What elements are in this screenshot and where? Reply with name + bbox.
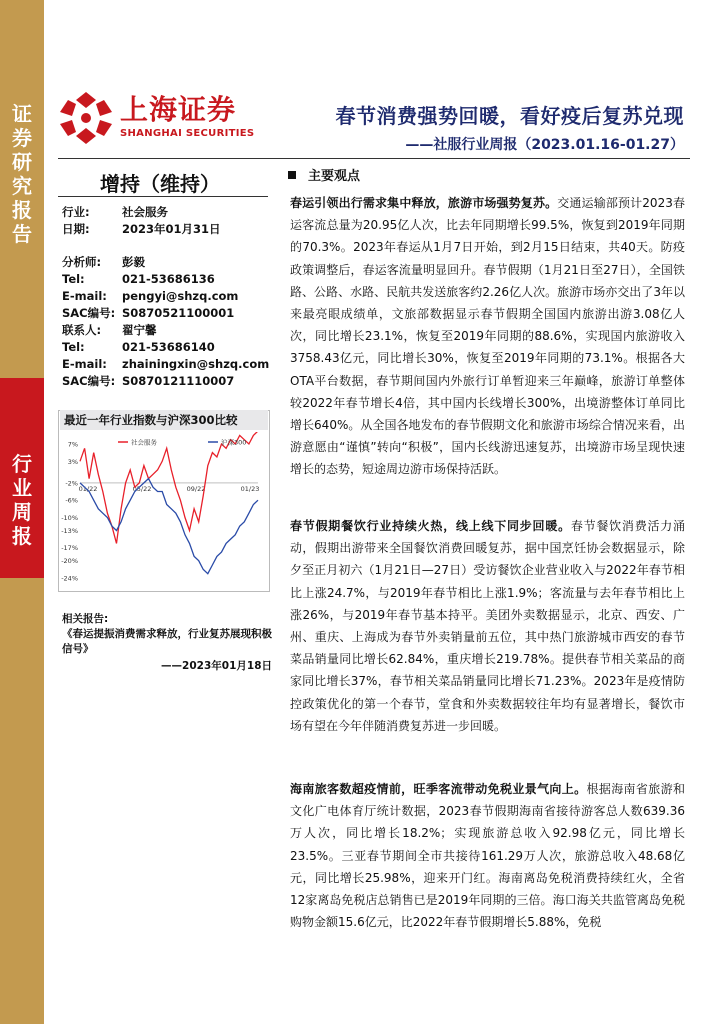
- contact-tel-label: Tel:: [62, 340, 85, 354]
- paragraph-hainan: [290, 778, 685, 933]
- y-tick-label: -20%: [61, 557, 78, 566]
- paragraph-tourism-lead: 春运引领出行需求集中释放，旅游市场强势复苏。: [290, 196, 558, 210]
- paragraph-catering-body: 春节餐饮消费活力涌动，假期出游带来全国餐饮消费回暖复苏，据中国烹饪协会数据显示，除夕至正月初六（1月21日—27日）受访餐饮企业营业收入与2022年春节相比上涨24.7%，与2019年春节相比上涨1.9%；客流量与去年春节相比上涨26%，与2019年春节基本持平。美团外卖数据显示，北京、西安、广州、重庆、上海成为春节外卖销量前五位，其中热门旅游城市西安的春节菜品销量同比增长62.84%，重庆增长219.78%。提供春节相关菜品的商家同比增长37%，春节相关菜品销量同比增长71.23%。2023年是疫情防控政策优化的第一个春节，堂食和外卖数据较往年均有显著增长，餐饮市场有望在今年伴随消费复苏进一步回暖。: [290, 519, 685, 733]
- industry-value: 社会服务: [122, 205, 168, 219]
- paragraph-tourism: [290, 192, 685, 481]
- related-reports: [62, 612, 272, 657]
- y-tick-label: -6%: [65, 496, 78, 505]
- series-line-0: [80, 432, 258, 543]
- analyst-email-label: E-mail:: [62, 289, 107, 303]
- contact-value: 翟宁馨: [122, 323, 157, 337]
- analyst-value: 彭毅: [122, 255, 145, 269]
- analyst-sac-value: S0870521100001: [122, 306, 235, 320]
- related-label: 相关报告:: [62, 613, 109, 625]
- y-tick-label: -13%: [61, 526, 78, 535]
- related-title: 《春运提振消费需求释放，行业复苏展现积极信号》: [62, 628, 272, 655]
- contact-email-value: zhainingxin@shzq.com: [122, 357, 270, 371]
- y-tick-label: 7%: [67, 440, 78, 449]
- paragraph-tourism-body: 交通运输部预计2023春运客流总量为20.95亿人次，比去年同期增长99.5%，恢复到2019年同期的70.3%。2023年春运从1月7日开始，到2月15日结束，共40天。防疫政策调整后，春运客流量明显回升。春节假期（1月21日至27日），全国铁路、公路、水路、民航共发送旅客约2.26亿人次。旅游市场亦交出了3年以来最亮眼成绩单，文旅部数据显示春节假期全国国内旅游出游3.08亿人次，同比增长23.1%，恢复至2019年同期的88.6%，实现国内旅游收入3758.43亿元，同比增长30%，恢复至2019年同期的73.1%。根据各大OTA平台数据，春节期间国内外旅行订单暂迎来三年巅峰，旅游订单整体较2022年春节增长4倍，其中国内长线增长300%，出境游整体订单同比增长640%。从全国各地发布的春节假期文化和旅游市场综合情况来看，出游意愿由“谨慎”转向“积极”，国内长线游迅速复苏，出境游市场呈现快速增长的态势，短途周边游市场保持活跃。: [290, 196, 685, 477]
- rating-divider: [58, 196, 268, 197]
- contact-sac-label: SAC编号:: [62, 374, 116, 388]
- date-label: 日期:: [62, 222, 90, 236]
- y-tick-label: -17%: [61, 544, 78, 553]
- analyst-tel-label: Tel:: [62, 272, 85, 286]
- x-tick-label: 09/22: [186, 484, 206, 493]
- y-tick-label: -24%: [61, 574, 78, 583]
- sidebar-top-label: 证券研究报告: [12, 102, 32, 246]
- chart-svg: [58, 432, 268, 588]
- logo-en-text: SHANGHAI SECURITIES: [120, 128, 255, 139]
- related-date: ——2023年01月18日: [161, 660, 272, 672]
- y-tick-label: -2%: [65, 479, 78, 488]
- contact-tel-value: 021-53686140: [122, 340, 215, 354]
- paragraph-catering-lead: 春节假期餐饮行业持续火热，线上线下同步回暖。: [290, 519, 571, 533]
- analyst-label: 分析师:: [62, 255, 102, 269]
- industry-label: 行业:: [62, 205, 90, 219]
- report-title: 春节消费强势回暖，看好疫后复苏兑现: [335, 104, 684, 128]
- legend-label: 沪深300: [221, 438, 247, 447]
- sidebar-mid-label: 行业周报: [12, 452, 32, 548]
- header-divider: [58, 158, 690, 159]
- paragraph-hainan-lead: 海南旅客数超疫情前，旺季客流带动免税业景气向上。: [290, 782, 587, 796]
- contact-sac-value: S0870121110007: [122, 374, 235, 388]
- contact-label: 联系人:: [62, 323, 102, 337]
- report-subtitle: ——社服行业周报（2023.01.16-01.27）: [405, 137, 684, 153]
- y-tick-label: -10%: [61, 513, 78, 522]
- legend-label: 社会服务: [131, 438, 157, 447]
- contact-email-label: E-mail:: [62, 357, 107, 371]
- x-tick-label: 05/22: [132, 484, 152, 493]
- x-tick-label: 01/22: [78, 484, 98, 493]
- y-tick-label: 3%: [67, 457, 78, 466]
- date-value: 2023年01月31日: [122, 222, 221, 236]
- x-tick-label: 01/23: [240, 484, 260, 493]
- analyst-tel-value: 021-53686136: [122, 272, 215, 286]
- company-logo: [58, 90, 258, 152]
- bullet-square-icon: [288, 171, 296, 179]
- section-heading: [288, 165, 360, 184]
- paragraph-catering: [290, 515, 685, 737]
- section-heading-text: 主要观点: [308, 169, 361, 184]
- logo-cn-text: 上海证券: [120, 93, 237, 126]
- sidebar: [0, 0, 44, 1024]
- logo-mark-icon: [58, 90, 114, 146]
- series-line-1: [80, 479, 258, 574]
- chart-title: 最近一年行业指数与沪深300比较: [60, 410, 268, 430]
- paragraph-hainan-body: 根据海南省旅游和文化广电体育厅统计数据，2023春节假期海南省接待游客总人数639.36万人次，同比增长18.2%；实现旅游总收入92.98亿元，同比增长23.5%。三亚春节期间全市共接待161.29万人次，旅游总收入48.68亿元，同比增长25.98%，迎来开门红。海南离岛免税消费持续红火，全省12家离岛免税店总销售已是2019年同期的三倍。海口海关共监管离岛免税购物金额15.6亿元，比2022年春节假期增长5.88%，免税: [290, 782, 685, 930]
- rating: 增持（维持）: [100, 172, 220, 196]
- analyst-email-value: pengyi@shzq.com: [122, 289, 239, 303]
- analyst-sac-label: SAC编号:: [62, 306, 116, 320]
